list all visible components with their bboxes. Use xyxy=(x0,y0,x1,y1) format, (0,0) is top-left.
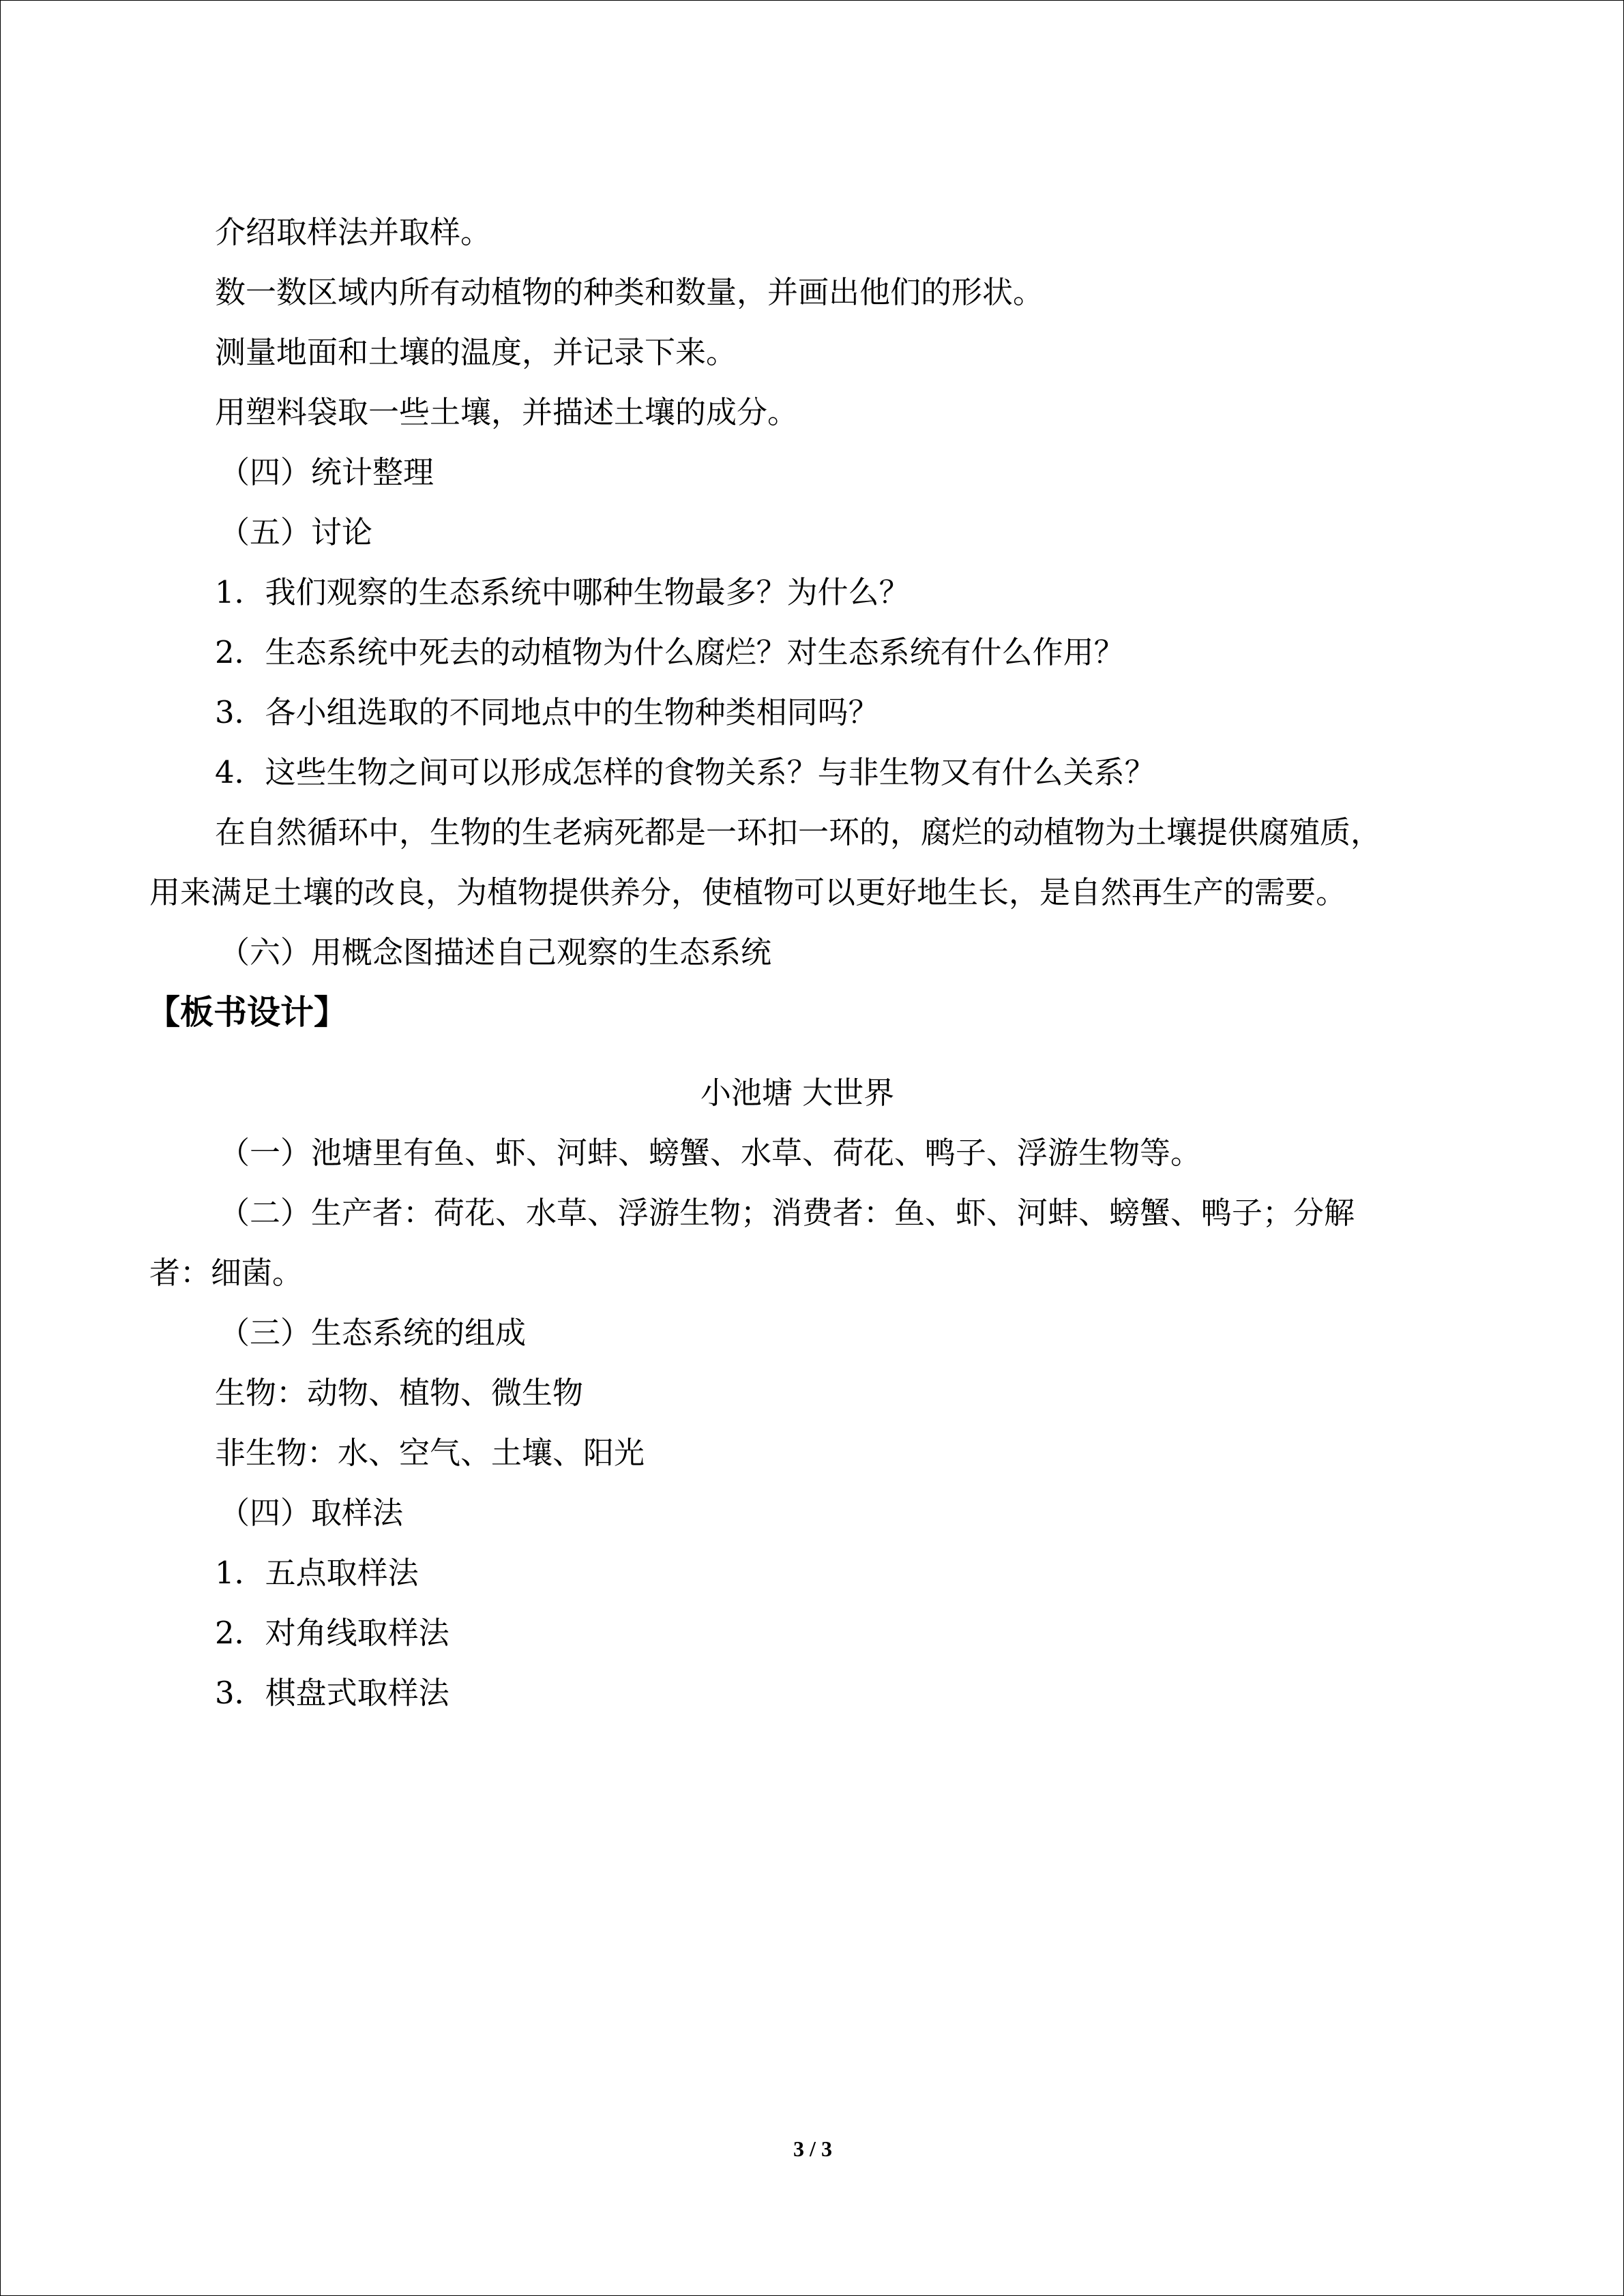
statistics-section-title: （四）统计整理 xyxy=(219,454,434,490)
organisms-list: 生物：动物、植物、微生物 xyxy=(215,1375,584,1411)
nature-cycle-paragraph-line-1: 在自然循环中，生物的生老病死都是一环扣一环的，腐烂的动植物为土壤提供腐殖质， xyxy=(215,814,1382,850)
discussion-question-1: 1．我们观察的生态系统中哪种生物最多？为什么？ xyxy=(215,574,910,610)
soil-sample-text: 用塑料袋取一些土壤，并描述土壤的成分。 xyxy=(215,394,799,430)
nature-cycle-paragraph-line-2: 用来满足土壤的改良，为植物提供养分，使植物可以更好地生长，是自然再生产的需要。 xyxy=(149,874,1347,910)
board-design-heading: 【板书设计】 xyxy=(147,993,348,1032)
sampling-method-1: 1．五点取样法 xyxy=(215,1555,419,1591)
board-item-roles-line-2: 者：细菌。 xyxy=(149,1255,304,1291)
count-species-text: 数一数区域内所有动植物的种类和数量，并画出他们的形状。 xyxy=(215,274,1044,310)
board-item-ecosystem-composition: （三）生态系统的组成 xyxy=(219,1315,527,1351)
discussion-section-title: （五）讨论 xyxy=(219,514,373,550)
document-body xyxy=(149,203,1445,1723)
board-item-roles-line-1: （二）生产者：荷花、水草、浮游生物；消费者：鱼、虾、河蚌、螃蟹、鸭子；分解 xyxy=(219,1195,1355,1231)
sampling-method-3: 3．棋盘式取样法 xyxy=(215,1675,449,1711)
non-organisms-list: 非生物：水、空气、土壤、阳光 xyxy=(215,1435,645,1471)
sampling-method-2: 2．对角线取样法 xyxy=(215,1615,449,1651)
page-number: 3 / 3 xyxy=(793,2136,832,2161)
sampling-intro-text: 介绍取样法并取样。 xyxy=(215,214,492,250)
measure-temperature-text: 测量地面和土壤的温度，并记录下来。 xyxy=(215,334,737,370)
discussion-question-2: 2．生态系统中死去的动植物为什么腐烂？对生态系统有什么作用？ xyxy=(215,634,1125,670)
discussion-question-4: 4．这些生物之间可以形成怎样的食物关系？与非生物又有什么关系？ xyxy=(215,754,1155,790)
board-item-sampling-methods: （四）取样法 xyxy=(219,1495,404,1531)
concept-map-section-title: （六）用概念图描述自己观察的生态系统 xyxy=(219,934,772,970)
discussion-question-3: 3．各小组选取的不同地点中的生物种类相同吗？ xyxy=(215,694,879,730)
board-title: 小池塘 大世界 xyxy=(700,1075,895,1111)
board-item-pond-contents: （一）池塘里有鱼、虾、河蚌、螃蟹、水草、荷花、鸭子、浮游生物等。 xyxy=(219,1135,1202,1171)
